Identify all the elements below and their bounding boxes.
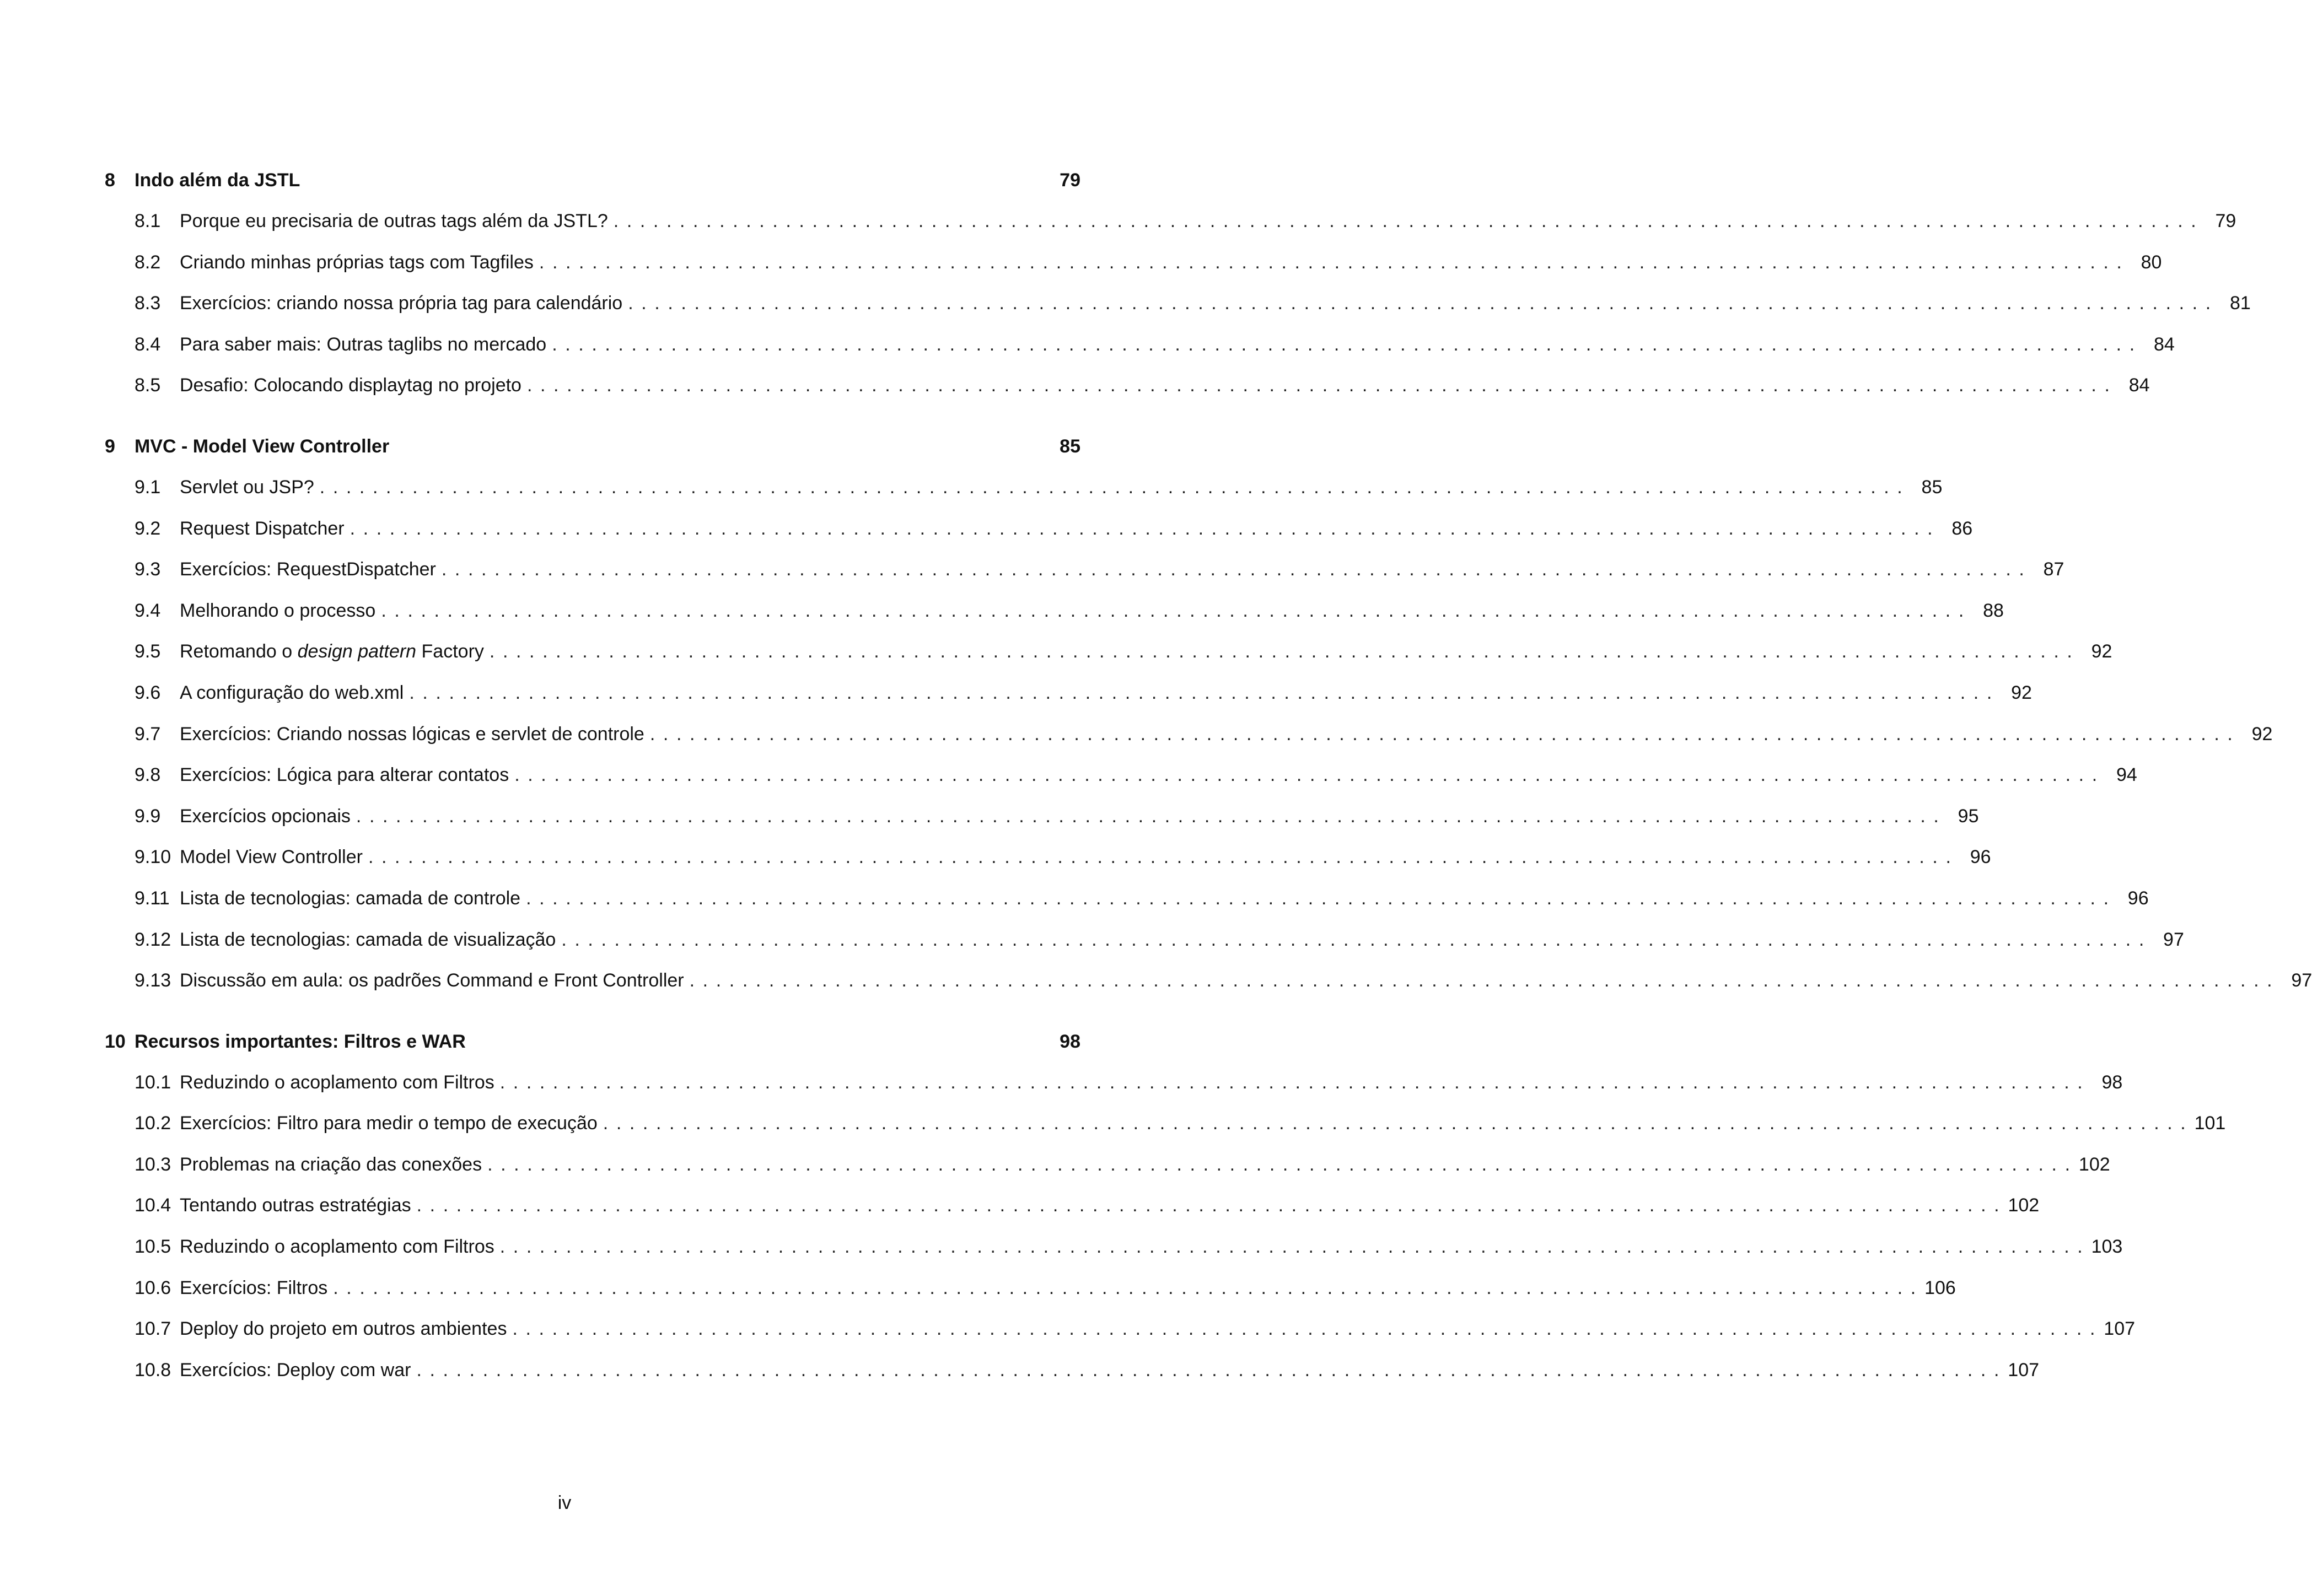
section-page: 102 <box>2008 1195 2040 1216</box>
section-page: 87 <box>2043 559 2064 580</box>
chapter-page: 79 <box>1060 170 1080 191</box>
toc-entry[interactable] <box>105 1318 2136 1360</box>
section-page: 92 <box>2011 682 2032 703</box>
dot-leader: ........................................................................................................................ <box>526 375 2118 396</box>
section-title: Exercícios: Deploy com war <box>180 1359 411 1381</box>
dot-leader: ........................................................................................................................ <box>526 887 2117 909</box>
section-number: 9.6 <box>135 682 161 703</box>
toc-entry[interactable] <box>105 764 2137 806</box>
section-title: Para saber mais: Outras taglibs no mercado <box>180 333 547 355</box>
chapter-title: Indo além da JSTL <box>135 170 300 191</box>
toc-entry[interactable] <box>105 929 2184 970</box>
dot-leader: ........................................................................................................................ <box>499 1236 2091 1258</box>
section-number: 10.3 <box>135 1153 171 1175</box>
toc-entry[interactable] <box>105 333 2175 375</box>
title-part: Factory <box>416 641 484 662</box>
section-number: 8.4 <box>135 333 161 355</box>
section-number: 10.4 <box>135 1195 171 1216</box>
dot-leader: ........................................................................................................................ <box>416 1359 2008 1381</box>
section-number: 10.5 <box>135 1236 171 1258</box>
section-page: 96 <box>1970 846 1991 868</box>
chapter-number: 10 <box>105 1031 126 1052</box>
toc-entry[interactable] <box>105 887 2149 929</box>
section-title: Discussão em aula: os padrões Command e Front Controller <box>180 970 684 991</box>
toc-entry[interactable] <box>105 1113 2226 1154</box>
section-page: 98 <box>2101 1071 2123 1093</box>
section-page: 85 <box>1921 476 1943 498</box>
section-number: 9.5 <box>135 641 161 662</box>
dot-leader: ........................................................................................................................ <box>603 1113 2194 1134</box>
dot-leader: ........................................................................................................................ <box>350 517 1941 539</box>
section-title: Melhorando o processo <box>180 600 376 621</box>
dot-leader: ........................................................................................................................ <box>409 682 2000 703</box>
dot-leader: ........................................................................................................................ <box>628 293 2219 314</box>
section-number: 9.11 <box>135 887 170 909</box>
dot-leader: ........................................................................................................................ <box>539 251 2130 273</box>
section-number: 8.3 <box>135 293 161 314</box>
section-title: Tentando outras estratégias <box>180 1195 411 1216</box>
toc-entry[interactable] <box>105 517 1973 559</box>
dot-leader: ........................................................................................................................ <box>649 723 2241 745</box>
section-title: Desafio: Colocando displaytag no projeto <box>180 375 521 396</box>
chapter-8 <box>105 170 2251 416</box>
section-number: 9.9 <box>135 805 161 827</box>
title-part: Retomando o <box>180 641 298 662</box>
section-number: 9.2 <box>135 517 161 539</box>
section-number: 9.10 <box>135 846 171 868</box>
toc-entry[interactable] <box>105 1359 2040 1401</box>
section-title: Exercícios: Lógica para alterar contatos <box>180 764 509 786</box>
section-title: A configuração do web.xml <box>180 682 404 703</box>
section-number: 8.5 <box>135 375 161 396</box>
section-page: 92 <box>2251 723 2273 745</box>
dot-leader: ........................................................................................................................ <box>416 1195 2008 1216</box>
dot-leader: ........................................................................................................................ <box>689 970 2281 991</box>
chapter-number: 8 <box>105 170 115 191</box>
toc-entry[interactable] <box>105 846 1991 888</box>
section-title: Exercícios: Filtros <box>180 1277 328 1298</box>
section-title: Reduzindo o acoplamento com Filtros <box>180 1236 494 1258</box>
dot-leader: ........................................................................................................................ <box>368 846 1959 868</box>
toc-entry[interactable] <box>105 1277 1956 1319</box>
dot-leader: ........................................................................................................................ <box>514 764 2105 786</box>
section-number: 9.12 <box>135 929 171 950</box>
toc-entry[interactable] <box>105 1153 2110 1195</box>
section-page: 101 <box>2194 1113 2226 1134</box>
dot-leader: ........................................................................................................................ <box>499 1071 2091 1093</box>
section-title: Porque eu precisaria de outras tags além da JSTL? <box>180 211 608 231</box>
section-number: 10.7 <box>135 1318 171 1340</box>
dot-leader: ........................................................................................................................ <box>487 1153 2078 1175</box>
toc-entry[interactable] <box>105 1195 2040 1236</box>
toc-entry[interactable] <box>105 211 2236 252</box>
section-title: Model View Controller <box>180 846 363 868</box>
section-page: 106 <box>1924 1277 1956 1298</box>
toc-entry[interactable] <box>105 375 2150 416</box>
chapter-10 <box>105 1031 2226 1401</box>
table-of-contents <box>105 170 2312 1420</box>
chapter-heading[interactable] <box>105 170 1080 211</box>
section-title: Deploy do projeto em outros ambientes <box>180 1318 507 1340</box>
section-number: 9.3 <box>135 559 161 580</box>
section-number: 9.1 <box>135 476 161 498</box>
section-number: 10.8 <box>135 1359 171 1381</box>
dot-leader: ........................................................................................................................ <box>381 600 1972 621</box>
section-page: 94 <box>2116 764 2137 786</box>
section-title: Exercícios: Filtro para medir o tempo de execução <box>180 1113 598 1134</box>
toc-entry[interactable] <box>105 600 2004 641</box>
section-number: 10.1 <box>135 1071 171 1093</box>
dot-leader: ........................................................................................................................ <box>356 805 1947 827</box>
section-page: 79 <box>2215 211 2236 231</box>
section-page: 97 <box>2291 970 2312 991</box>
section-number: 9.7 <box>135 723 161 745</box>
chapter-heading[interactable] <box>105 436 1080 477</box>
toc-entry[interactable] <box>105 1071 2123 1113</box>
section-page: 97 <box>2163 929 2184 950</box>
dot-leader: ........................................................................................................................ <box>319 476 1911 498</box>
dot-leader: ........................................................................................................................ <box>333 1277 1924 1298</box>
section-title: Servlet ou JSP? <box>180 476 314 498</box>
toc-entry[interactable] <box>105 1236 2123 1277</box>
toc-entry[interactable] <box>105 641 2112 682</box>
toc-entry[interactable] <box>105 970 2312 1011</box>
page-number: iv <box>557 1492 572 1513</box>
toc-entry[interactable] <box>105 559 2064 600</box>
section-page: 84 <box>2153 333 2175 355</box>
section-page: 80 <box>2141 251 2162 273</box>
section-page: 92 <box>2091 641 2112 662</box>
section-title: Reduzindo o acoplamento com Filtros <box>180 1071 494 1093</box>
toc-entry[interactable] <box>105 805 1979 847</box>
section-number: 9.8 <box>135 764 161 786</box>
toc-entry[interactable] <box>105 682 2032 724</box>
section-number: 10.2 <box>135 1113 171 1134</box>
title-emphasis: design pattern <box>297 641 417 662</box>
section-page: 81 <box>2229 293 2251 314</box>
section-title: Problemas na criação das conexões <box>180 1153 482 1175</box>
section-number: 10.6 <box>135 1277 171 1298</box>
section-page: 88 <box>1983 600 2004 621</box>
chapter-title: MVC - Model View Controller <box>135 435 390 457</box>
dot-leader: ........................................................................................................................ <box>561 929 2152 950</box>
section-title: Request Dispatcher <box>180 517 345 539</box>
dot-leader: ........................................................................................................................ <box>441 559 2033 580</box>
chapter-number: 9 <box>105 435 115 457</box>
section-title: Lista de tecnologias: camada de controle <box>180 887 521 909</box>
chapter-page: 85 <box>1060 435 1080 457</box>
section-title: Exercícios: criando nossa própria tag para calendário <box>180 293 623 314</box>
section-number: 8.2 <box>135 251 161 273</box>
section-title: Exercícios: RequestDispatcher <box>180 559 436 580</box>
toc-entry[interactable] <box>105 476 1943 518</box>
toc-entry[interactable] <box>105 293 2251 334</box>
section-number: 9.4 <box>135 600 161 621</box>
section-title: Exercícios: Criando nossas lógicas e servlet de controle <box>180 723 644 745</box>
section-number: 8.1 <box>135 211 161 231</box>
section-page: 103 <box>2091 1236 2123 1258</box>
chapter-heading[interactable] <box>105 1031 1080 1072</box>
section-title: Criando minhas próprias tags com Tagfiles <box>180 251 534 273</box>
dot-leader: ........................................................................................................................ <box>512 1318 2104 1340</box>
section-title: Exercícios opcionais <box>180 805 351 827</box>
section-page: 95 <box>1958 805 1979 827</box>
section-page: 96 <box>2127 887 2149 909</box>
section-title: Lista de tecnologias: camada de visualização <box>180 929 556 950</box>
chapter-title: Recursos importantes: Filtros e WAR <box>135 1031 466 1052</box>
section-page: 84 <box>2128 375 2150 396</box>
dot-leader: ........................................................................................................................ <box>552 333 2143 355</box>
chapter-9 <box>105 435 2312 1011</box>
toc-entry[interactable] <box>105 723 2273 765</box>
dot-leader: ........................................................................................................................ <box>613 211 2205 231</box>
dot-leader: ........................................................................................................................ <box>489 641 2080 662</box>
toc-entry[interactable] <box>105 251 2162 293</box>
section-page: 107 <box>2104 1318 2136 1340</box>
section-page: 107 <box>2008 1359 2040 1381</box>
chapter-page: 98 <box>1060 1031 1080 1052</box>
section-number: 9.13 <box>135 970 171 991</box>
section-page: 86 <box>1951 517 1973 539</box>
section-title <box>180 641 490 662</box>
section-page: 102 <box>2078 1153 2110 1175</box>
